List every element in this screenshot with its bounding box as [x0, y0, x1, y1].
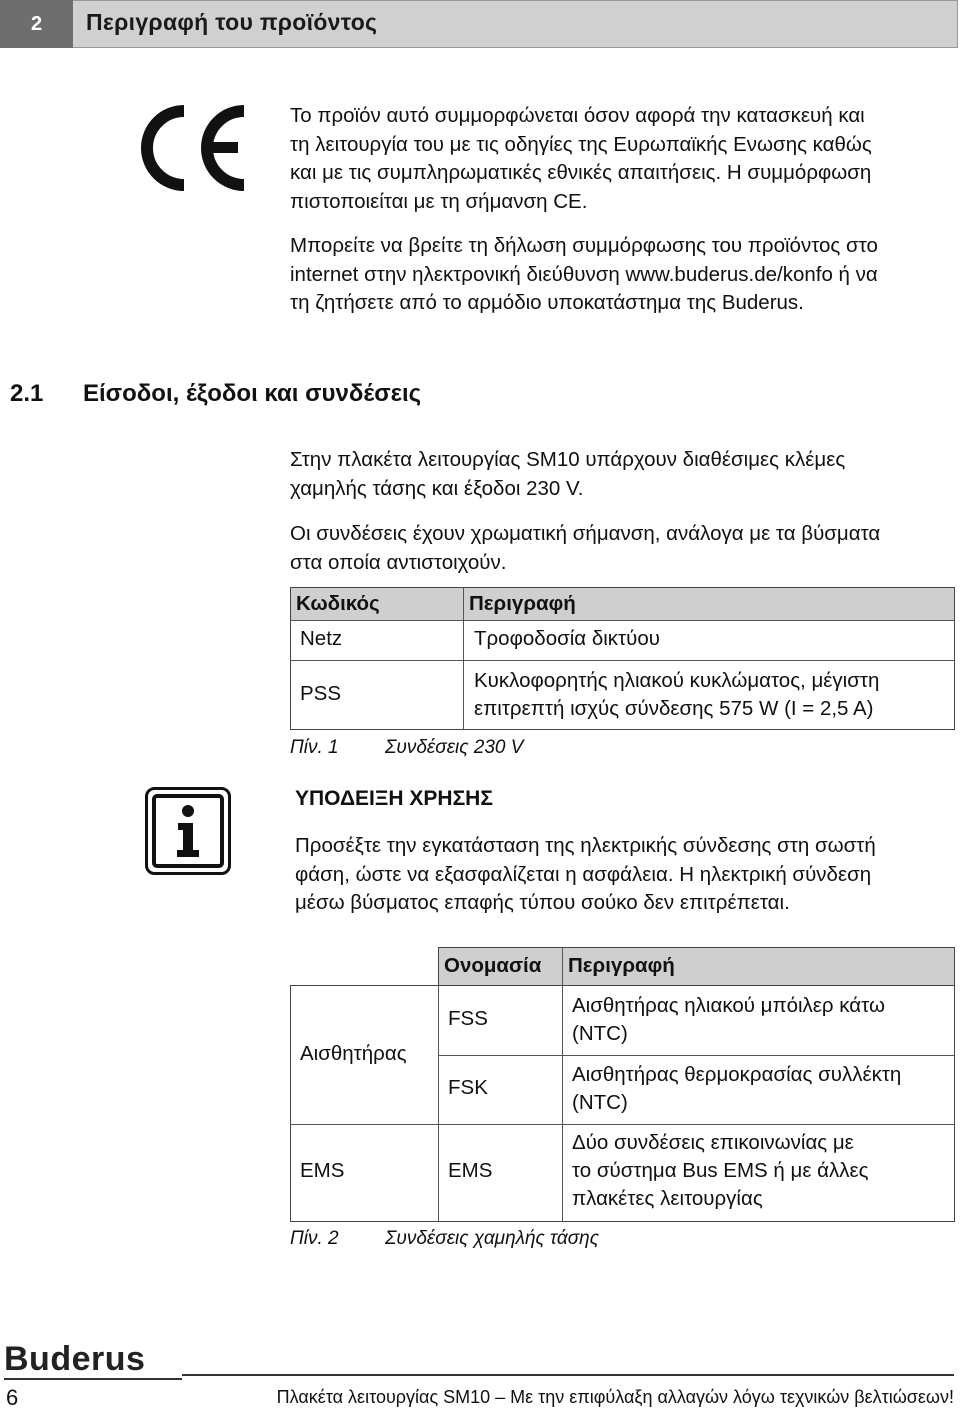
divider — [290, 620, 955, 621]
divider — [290, 660, 955, 661]
declaration-paragraph — [290, 232, 878, 318]
table-cell-description: Δύο συνδέσεις επικοινωνίας με — [572, 1131, 854, 1154]
column-header-description: Περιγραφή — [568, 954, 675, 977]
text-line: χαμηλής τάσης και έξοδοι 230 V. — [290, 476, 584, 500]
table-cell-description: Τροφοδοσία δικτύου — [474, 627, 660, 650]
text-line: τη ζητήσετε από το αρμόδιο υποκατάστημα της Buderus. — [290, 291, 804, 314]
text-line: φάση, ώστε να εξασφαλίζεται η ασφάλεια. Η ηλεκτρική σύνδεση — [295, 862, 872, 886]
table-cell-description: (NTC) — [572, 1022, 628, 1045]
footer-rule — [182, 1374, 954, 1376]
table-cell-description: Αισθητήρας θερμοκρασίας συλλέκτη — [572, 1063, 902, 1086]
section-number: 2.1 — [10, 380, 44, 407]
note-heading: ΥΠΟΔΕΙΞΗ ΧΡΗΣΗΣ — [295, 787, 493, 810]
footer-rule — [4, 1378, 182, 1380]
table-cell-name: EMS — [448, 1159, 493, 1182]
divider — [562, 947, 563, 1222]
table-group-label: EMS — [300, 1159, 345, 1182]
text-line: Μπορείτε να βρείτε τη δήλωση συμμόρφωσης του προϊόντος στο — [290, 234, 878, 257]
text-line: Προσέξτε την εγκατάσταση της ηλεκτρικής σύνδεσης στη σωστή — [295, 834, 876, 857]
text-line: Το προϊόν αυτό συμμορφώνεται όσον αφορά την κατασκευή και — [290, 104, 865, 127]
table-caption-label: Πίν. 1 — [290, 737, 339, 758]
note-paragraph — [295, 832, 876, 918]
text-line: μέσω βύσματος επαφής τύπου σούκο δεν επιτρέπεται. — [295, 891, 790, 914]
text-line: πιστοποιείται με τη σήμανση CE. — [290, 189, 588, 213]
table-cell-description: Αισθητήρας ηλιακού μπόιλερ κάτω — [572, 994, 885, 1017]
table-cell-description: Κυκλοφορητής ηλιακού κυκλώματος, μέγιστη — [474, 669, 880, 692]
color-coding-paragraph — [290, 520, 880, 577]
chapter-number: 2 — [0, 0, 73, 48]
table-cell-name: FSK — [448, 1076, 488, 1099]
column-header-name: Ονομασία — [444, 954, 542, 977]
column-header-code: Κωδικός — [296, 592, 380, 615]
ce-compliance-paragraph — [290, 102, 872, 216]
info-icon — [145, 787, 231, 875]
text-line: στα οποία αντιστοιχούν. — [290, 550, 507, 574]
table-cell-description: το σύστημα Bus EMS ή με άλλες — [572, 1159, 869, 1182]
text-line: και με τις συμπληρωματικές εθνικές απαιτήσεις. Η συμμόρφωση — [290, 161, 872, 184]
divider — [438, 1055, 955, 1056]
table-caption-text: Συνδέσεις χαμηλής τάσης — [385, 1228, 599, 1249]
page-number: 6 — [6, 1385, 19, 1410]
table-cell-description: επιτρεπτή ισχύς σύνδεσης 575 W (I = 2,5 A) — [474, 697, 874, 720]
table-cell-description: (NTC) — [572, 1091, 628, 1114]
intro-paragraph — [290, 446, 845, 503]
footer-text: Πλακέτα λειτουργίας SM10 – Με την επιφύλαξη αλλαγών λόγω τεχνικών βελτιώσεων! — [276, 1387, 954, 1407]
text-line: Οι συνδέσεις έχουν χρωματική σήμανση, ανάλογα με τα βύσματα — [290, 522, 881, 545]
divider — [463, 587, 464, 730]
column-header-description: Περιγραφή — [469, 592, 576, 615]
table-cell-description: πλακέτες λειτουργίας — [572, 1187, 763, 1210]
buderus-logo: Buderus — [4, 1340, 146, 1378]
text-line: internet στην ηλεκτρονική διεύθυνση www.buderus.de/konfo ή να — [290, 262, 878, 286]
text-line: Στην πλακέτα λειτουργίας SM10 υπάρχουν διαθέσιμες κλέμες — [290, 448, 846, 471]
table-caption-text: Συνδέσεις 230 V — [385, 737, 524, 758]
table-cell-code: Netz — [300, 627, 343, 650]
table-group-label: Αισθητήρας — [300, 1042, 407, 1065]
text-line: τη λειτουργία του με τις οδηγίες της Ευρωπαϊκής Ενωσης καθώς — [290, 132, 872, 156]
table-cell-name: FSS — [448, 1007, 488, 1030]
ce-mark-icon — [136, 104, 250, 192]
table-cell-code: PSS — [300, 682, 342, 705]
section-title: Είσοδοι, έξοδοι και συνδέσεις — [83, 380, 422, 407]
divider — [290, 1124, 955, 1125]
chapter-title: Περιγραφή του προϊόντος — [86, 9, 378, 35]
table-caption-label: Πίν. 2 — [290, 1228, 339, 1249]
divider — [438, 985, 439, 1222]
